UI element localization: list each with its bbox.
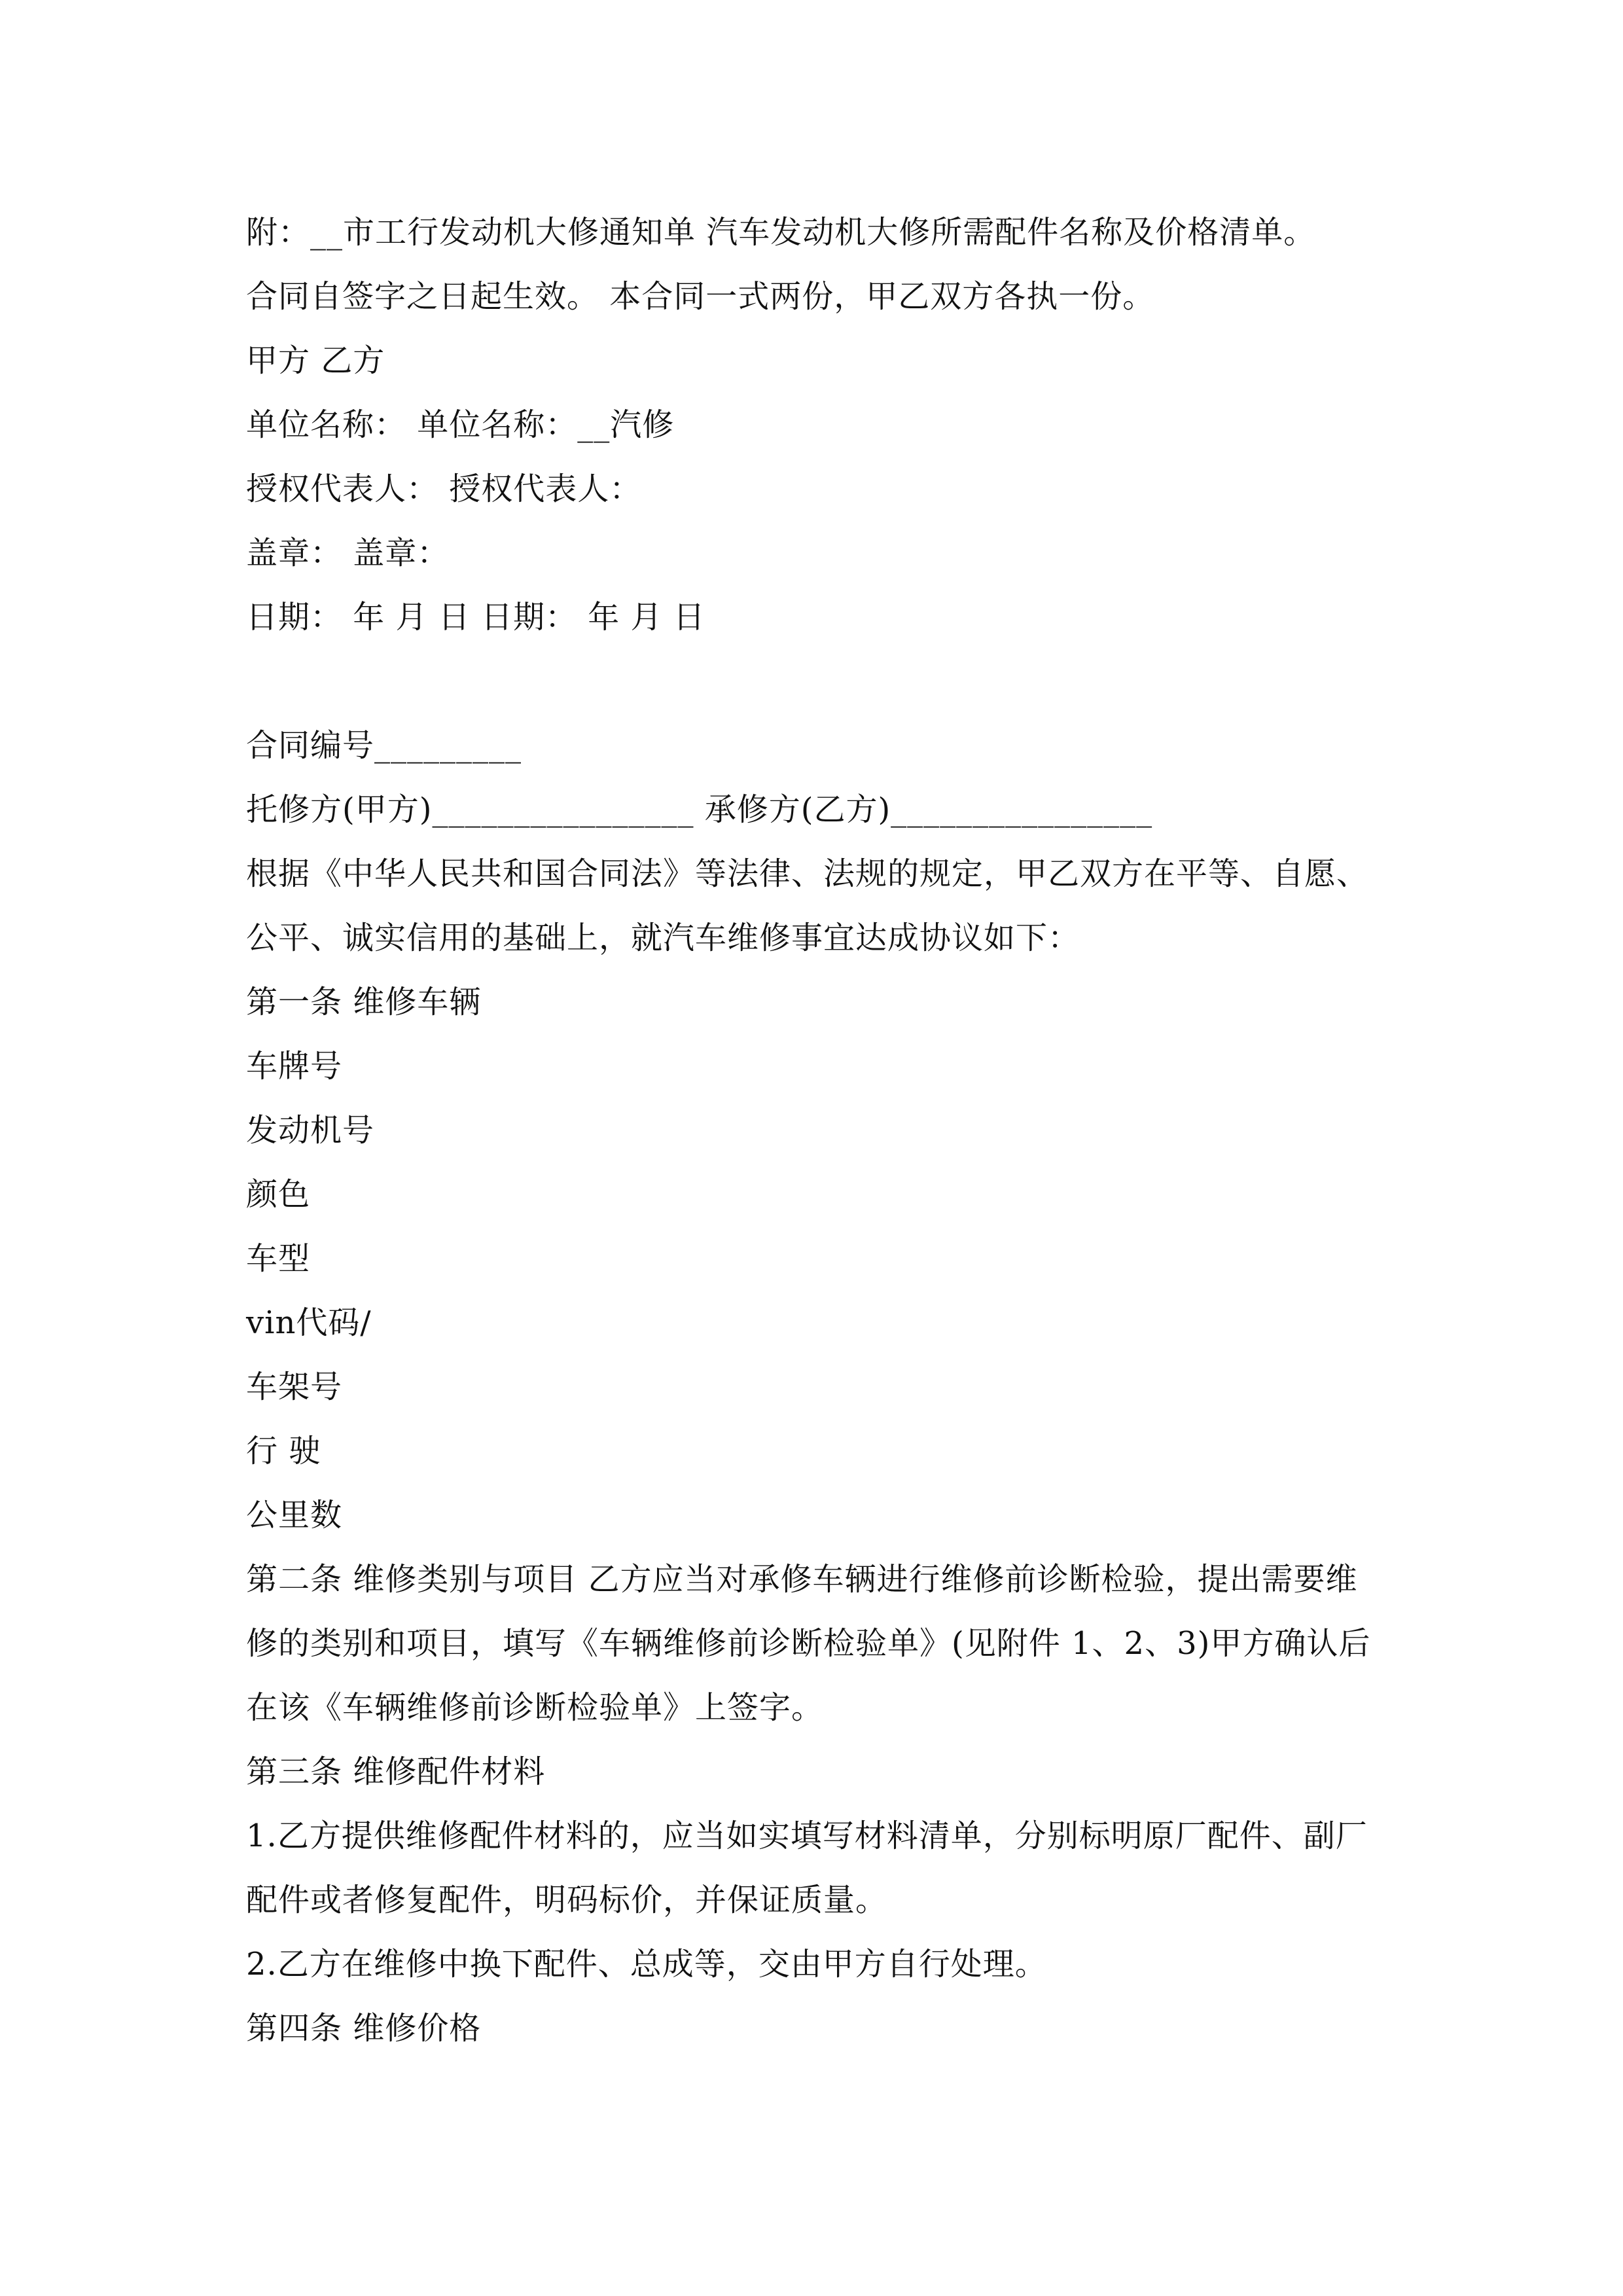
article-3-heading: 第三条 维修配件材料 bbox=[246, 1753, 546, 1790]
article-2-line-2: 修的类别和项目，填写《车辆维修前诊断检验单》(见附件 1、2、3)甲方确认后 bbox=[246, 1625, 1371, 1662]
frame-number-label: 车架号 bbox=[246, 1369, 343, 1405]
parties-line: 托修方(甲方)________________ 承修方(乙方)________________ bbox=[246, 791, 1153, 828]
article-4-heading: 第四条 维修价格 bbox=[246, 2010, 482, 2047]
article-2-line-3: 在该《车辆维修前诊断检验单》上签字。 bbox=[246, 1689, 824, 1726]
contract-number-line: 合同编号_________ bbox=[246, 727, 522, 764]
driving-label: 行 驶 bbox=[246, 1433, 321, 1469]
mileage-label: 公里数 bbox=[246, 1497, 343, 1534]
article-3-item-2: 2.乙方在维修中换下配件、总成等，交由甲方自行处理。 bbox=[246, 1946, 1047, 1982]
seal-line: 盖章： 盖章： bbox=[246, 535, 450, 571]
article-2-line-1: 第二条 维修类别与项目 乙方应当对承修车辆进行维修前诊断检验，提出需要维 bbox=[246, 1561, 1358, 1598]
legal-basis-line-2: 公平、诚实信用的基础上，就汽车维修事宜达成协议如下： bbox=[246, 920, 1080, 956]
legal-basis-line-1: 根据《中华人民共和国合同法》等法律、法规的规定，甲乙双方在平等、自愿、 bbox=[246, 855, 1369, 892]
license-plate-label: 车牌号 bbox=[246, 1048, 343, 1085]
color-label: 颜色 bbox=[246, 1176, 311, 1213]
section-gap bbox=[246, 649, 1418, 713]
vehicle-model-label: 车型 bbox=[246, 1240, 311, 1277]
article-3-item-1-line-2: 配件或者修复配件，明码标价，并保证质量。 bbox=[246, 1882, 888, 1918]
date-line: 日期： 年 月 日 日期： 年 月 日 bbox=[246, 599, 705, 636]
effectiveness-line: 合同自签字之日起生效。 本合同一式两份，甲乙双方各执一份。 bbox=[246, 278, 1155, 315]
attachment-line: 附：__市工行发动机大修通知单 汽车发动机大修所需配件名称及价格清单。 bbox=[246, 214, 1316, 251]
vin-code-label: vin代码/ bbox=[246, 1304, 372, 1341]
article-1-heading: 第一条 维修车辆 bbox=[246, 984, 482, 1020]
document-body bbox=[246, 200, 1418, 2060]
authorized-representative-line: 授权代表人： 授权代表人： bbox=[246, 471, 642, 507]
party-heading-line: 甲方 乙方 bbox=[246, 342, 385, 379]
article-3-item-1-line-1: 1.乙方提供维修配件材料的，应当如实填写材料清单，分别标明原厂配件、副厂 bbox=[246, 1818, 1368, 1854]
engine-number-label: 发动机号 bbox=[246, 1112, 375, 1149]
unit-name-line: 单位名称： 单位名称：__汽修 bbox=[246, 406, 675, 443]
